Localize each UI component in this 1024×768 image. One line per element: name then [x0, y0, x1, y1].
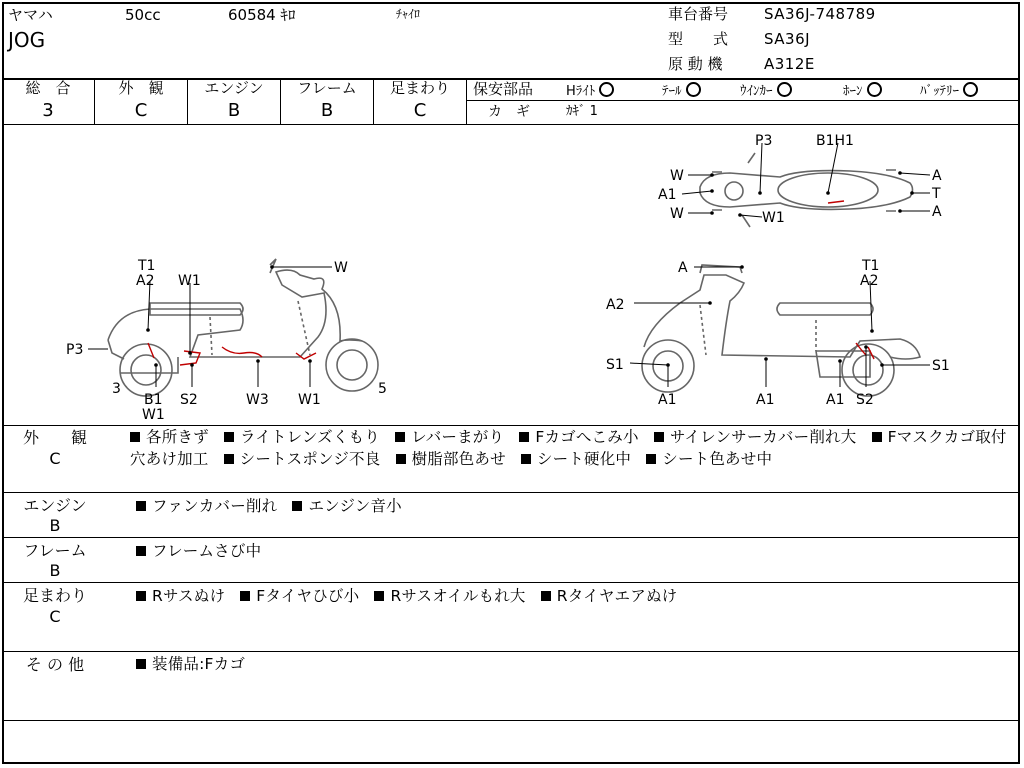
ok-circle-icon: [777, 82, 792, 97]
grade-frame-label: フレーム: [297, 79, 357, 97]
safety-label: 保安部品: [473, 80, 534, 98]
frame-no-label: 車台番号: [668, 5, 729, 23]
remark-item: ファンカバー削れ: [136, 497, 277, 515]
label-b1: B1: [144, 392, 163, 408]
remarks-exterior-items: [130, 426, 1010, 470]
label-a: A: [932, 204, 942, 220]
scooter-top-view: [700, 153, 913, 227]
grade-exterior-label: 外 観: [118, 79, 164, 97]
divider: [2, 651, 1020, 652]
bullet-square-icon: [136, 659, 146, 669]
remark-item: シートスポンジ不良: [224, 450, 381, 468]
remark-item: Fカゴへこみ小: [519, 428, 638, 446]
bullet-square-icon: [521, 454, 531, 464]
divider: [466, 79, 467, 124]
bullet-square-icon: [396, 454, 406, 464]
key-label: カ ギ: [488, 104, 530, 120]
ok-circle-icon: [867, 82, 882, 97]
remark-item: 装備品:Fカゴ: [136, 655, 245, 673]
bullet-square-icon: [130, 432, 140, 442]
safety-item: Hﾗｲﾄ: [566, 82, 614, 98]
bullet-square-icon: [240, 591, 250, 601]
leader-dots: [146, 171, 914, 367]
bullet-square-icon: [541, 591, 551, 601]
label-b1h1: B1H1: [816, 133, 854, 149]
label-a1: A1: [826, 392, 845, 408]
remark-item: レバーまがり: [395, 428, 504, 446]
remarks-frame-label: フレーム: [23, 541, 87, 560]
label-s2: S2: [180, 392, 198, 408]
label-a1: A1: [658, 392, 677, 408]
remarks-engine-label: エンジン: [23, 496, 87, 515]
grade-engine-label: エンジン: [204, 79, 264, 97]
grade-suspension-label: 足まわり: [389, 79, 450, 97]
bullet-square-icon: [292, 501, 302, 511]
label-w: W: [670, 206, 684, 222]
divider: [466, 100, 1020, 101]
model-code: SA36J: [764, 30, 811, 48]
bullet-square-icon: [646, 454, 656, 464]
grade-frame-value: B: [320, 100, 334, 121]
grade-engine-value: B: [227, 100, 241, 121]
remarks-suspension-label: 足まわり: [22, 586, 87, 605]
remark-item: 樹脂部色あせ: [396, 450, 506, 468]
remark-item: Fタイヤひび小: [240, 587, 359, 605]
remarks-engine-grade: B: [49, 516, 61, 535]
safety-item: ﾎｰﾝ: [843, 82, 882, 98]
grade-overall-label: 総 合: [25, 79, 71, 97]
ok-circle-icon: [686, 82, 701, 97]
remarks-suspension-grade: C: [49, 607, 61, 626]
divider: [2, 720, 1020, 721]
remark-item: Rサスオイルもれ大: [374, 587, 525, 605]
label-w1: W1: [178, 273, 201, 289]
safety-item: ﾃｰﾙ: [662, 82, 701, 98]
remark-item: 各所きず: [130, 428, 209, 446]
frame-no: SA36J-748789: [764, 5, 876, 23]
divider: [2, 582, 1020, 583]
label-w1: W1: [762, 210, 785, 226]
bullet-square-icon: [395, 432, 405, 442]
label-t1: T1: [862, 258, 880, 274]
divider: [2, 492, 1020, 493]
grade-overall-value: 3: [42, 100, 54, 121]
label-a2: A2: [136, 273, 155, 289]
bullet-square-icon: [872, 432, 882, 442]
bullet-square-icon: [136, 501, 146, 511]
label-a: A: [932, 168, 942, 184]
label-s2: S2: [856, 392, 874, 408]
label-a1: A1: [658, 187, 677, 203]
ok-circle-icon: [599, 82, 614, 97]
remark-item: ライトレンズくもり: [224, 428, 380, 446]
remarks-exterior-grade: C: [49, 449, 61, 468]
remarks-suspension-items: [136, 585, 1016, 607]
grade-exterior-value: C: [134, 100, 148, 121]
safety-item: ﾊﾞｯﾃﾘｰ: [920, 82, 978, 98]
remarks-frame-items: [136, 540, 1016, 562]
bullet-square-icon: [136, 591, 146, 601]
label-w: W: [334, 260, 348, 276]
color: ﾁｬｲﾛ: [396, 7, 421, 21]
engine-code: A312E: [764, 55, 815, 73]
model-name: JOG: [8, 28, 46, 52]
remarks-frame-grade: B: [49, 561, 61, 580]
remark-item: シート色あせ中: [646, 450, 772, 468]
bullet-square-icon: [374, 591, 384, 601]
label-p3: P3: [755, 133, 773, 149]
model-label: 型 式: [668, 30, 729, 48]
ok-circle-icon: [963, 82, 978, 97]
key-value: ｶｷﾞ 1: [566, 104, 598, 119]
remark-item: Rサスぬけ: [136, 587, 225, 605]
label-t1: T1: [138, 258, 156, 274]
label-a2: A2: [606, 297, 625, 313]
label-a1: A1: [756, 392, 775, 408]
mileage: 60584 ｷﾛ: [228, 6, 296, 24]
bullet-square-icon: [136, 546, 146, 556]
grade-suspension-value: C: [413, 100, 427, 121]
label-s1: S1: [932, 358, 950, 374]
remark-item: エンジン音小: [292, 497, 401, 515]
engine-label: 原 動 機: [668, 55, 723, 73]
bullet-square-icon: [519, 432, 529, 442]
remark-item: シート硬化中: [521, 450, 631, 468]
remarks-other-items: [136, 653, 1016, 675]
label-number-5: 5: [378, 381, 387, 397]
label-w3: W3: [246, 392, 269, 408]
divider: [2, 537, 1020, 538]
label-a: A: [678, 260, 688, 276]
scooter-diagram: [0, 125, 1024, 425]
label-w1: W1: [298, 392, 321, 408]
maker: ヤマハ: [8, 6, 53, 24]
label-t: T: [932, 186, 941, 202]
bullet-square-icon: [224, 454, 234, 464]
remark-item: Rタイヤエアぬけ: [541, 587, 678, 605]
bullet-square-icon: [224, 432, 234, 442]
label-w1: W1: [142, 407, 165, 423]
remark-item: Fマスクカゴ取付穴あけ加工: [130, 428, 1007, 468]
remark-item: サイレンサーカバー削れ大: [654, 428, 857, 446]
safety-item: ｳｲﾝｶｰ: [740, 82, 792, 98]
label-w: W: [670, 168, 684, 184]
remarks-other-label: そ の 他: [25, 655, 85, 674]
remark-item: フレームさび中: [136, 542, 261, 560]
label-p3: P3: [66, 342, 84, 358]
label-s1: S1: [606, 357, 624, 373]
remarks-engine-items: [136, 495, 1016, 517]
bullet-square-icon: [654, 432, 664, 442]
leader-lines: [88, 143, 930, 387]
label-a2: A2: [860, 273, 879, 289]
displacement: 50cc: [125, 6, 161, 24]
remarks-exterior-label: 外 観: [22, 428, 87, 447]
label-number-3: 3: [112, 381, 121, 397]
